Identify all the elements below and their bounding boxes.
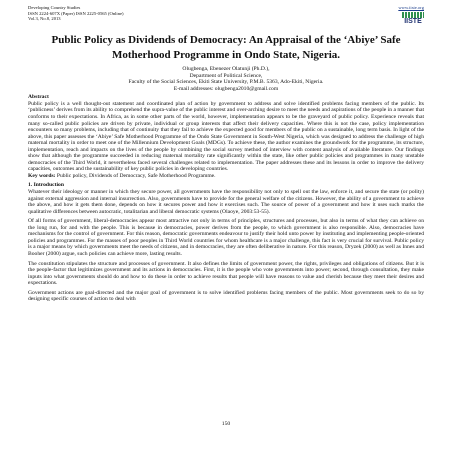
paragraph: Whatever their ideology or manner in which they secure power, all governments have the responsibility not only to spell out the law, enforce it, and secure the state (or polity) against external aggression and internal insurrection. Also, governments have to provide for the general welfare of the citizens. However, the ability of a government to achieve the above, and how it gets them done, depends on how it secures power and how it exercises such. The source of power of a government and how it uses such marks the qualitative differences between autocratic, totalitarian and liberal democratic systems (Olaoye, 2003:53-55). (28, 189, 424, 215)
keywords-text: Public policy, Dividends of Democracy, Safe Motherhood Programme. (55, 172, 216, 179)
author-department: Department of Political Science, (189, 72, 263, 79)
paragraph: The constitution stipulates the structure and processes of government. It also defines the limits of government power, the rights, privileges and obligations of citizens. But it is the people-factor that legitimizes government and its actions in democracies. First, it is the people who vote governments into power; second, through consultation, they make inputs into what governments should do and how to do these in order to achieve results that people will have reasons to value and cherish because they meet their desires and expectations. (28, 260, 424, 287)
paper-title: Public Policy as Dividends of Democracy: An Appraisal of the ‘Abiye’ Safe Motherhood Programme in Ondo State, Nigeria. (51, 34, 401, 61)
journal-branding (390, 5, 424, 26)
iiste-logo-icon (402, 12, 424, 25)
paragraph: Of all forms of government, liberal-democracies appear most attractive not only in terms of principles, structures and processes, but also in terms of what they can achieve on the long run, for and with the people. This is because in democracies, power derives from the people, to which government is also responsible. Also, democracies have mechanisms for the control of government. For this reason, democratic governments endeavour to justify their hold unto power by instituting and implementing people-oriented policies and programmes. For the masses of poor peoples in Third World countries for whom healthcare is a major challenge, this fact is very crucial for survival. Public policy is a major means by which governments meet the needs of citizens, and in democracies, they are often deliberative in nature. For this reason, Dryzek (2000) as well as Innes and Booher (2000) argue, such policies can achieve more, lasting results. (28, 218, 424, 257)
journal-issn: ISSN 2224-607X (Paper) ISSN 2225-0565 (Online) (28, 10, 124, 16)
journal-info (28, 5, 424, 22)
keywords-label: Key words: (28, 172, 56, 179)
author-block (28, 66, 424, 92)
paper-body (28, 94, 424, 302)
author-name: Olugbenga, Ebenezer Olatunji (Ph.D.), (182, 66, 270, 72)
keywords (28, 173, 424, 180)
author-email: E-mail addresses: olugbenga2010@gmail.com (173, 85, 279, 92)
journal-url-link[interactable]: www.iiste.org (398, 5, 424, 10)
journal-name: Developing Country Studies (28, 5, 81, 10)
paragraph: Government actions are goal-directed and the major goal of government is to solve identified problems facing members of the public. Most governments seek to do so by designing specific courses of action to deal with (28, 289, 424, 303)
journal-volume: Vol.3, No.8, 2013 (28, 16, 61, 22)
abstract-text: Public policy is a well thought-out statement and coordinated plan of action by government to address and solve identified problems facing members of the public. Its ‘publicness’ derives from its ability to comprehend the supra-value of the public interest and over-arching desire to meet the needs and aspirations of the people in a manner that conforms to their expectations. In Africa, as in some other parts of the world, however, implementation appears to be the graveyard of public policy. Experience reveals that many so-called public policies are driven by private, individual or group interests that affect their delivery capacities. Where this is not the case, policy implementation encounters so many problems, including that of continuity that they fail to achieve the expected good for members of the public on a sustainable, long term basis. In light of the above, this paper assesses the ‘Abiye’ Safe Motherhood Programme of the Ondo State Government in South-West Nigeria, which was designed to address the challenge of high maternal mortality in order to meet one of the Millennium Development Goals (MDGs). To achieve these, the author examines the groundwork for the programme, its structure, implementation, reach and impacts on the lives of the people by combining the social survey method of interview with content analysis of available literature. Our findings show that although the programme succeeded in reducing maternal mortality rate significantly within the state, like other public policies and programmes in many unstable democracies of the Third World, it nevertheless faced several challenges related to implementation. The paper addresses these and its lessons in order to improve the delivery capacities, outcomes and the sustainability of key public policies in developing countries. (28, 100, 424, 173)
logo-text: IISTE (404, 17, 422, 25)
page-number: 150 (221, 421, 231, 427)
author-faculty: Faculty of the Social Sciences, Ekiti State University, P.M.B. 5363, Ado-Ekiti, Nigeria. (128, 79, 324, 86)
section-heading: 1. Introduction (28, 182, 64, 189)
journal-header (28, 5, 424, 29)
abstract-heading: Abstract (28, 94, 49, 101)
